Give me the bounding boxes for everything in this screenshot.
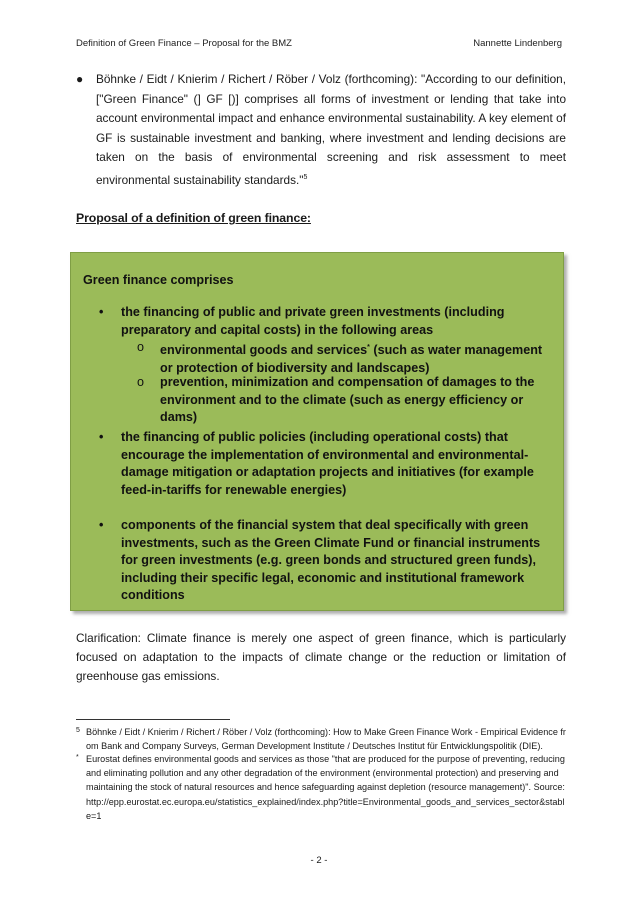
footnote-mark: * [76,754,79,761]
subitem-1-rest: (such as water management or protection of biodiversity and landscapes) [160,343,543,375]
subitem-1-lead: environmental goods and services [160,343,368,358]
intro-bullet [76,70,566,190]
definition-subitem-1-text [160,339,547,377]
definition-item-2 [99,429,547,499]
definition-item-3 [99,517,547,605]
intro-quote-text: Böhnke / Eidt / Knierim / Richert / Röber / Volz (forthcoming): "According to our definition, ["Green Finance" (] GF [)] comprises all forms of investment or lending that take into account environmental impact and enhance environmental sustainability. A key element of GF is sustainable investment and banking, where investment and lending decisions are taken on the basis of environmental screening and risk assessment to meet environmental sustainability standards." [96,72,566,187]
footnote-star-body [86,752,566,823]
circle-bullet-icon: o [137,375,145,389]
running-header-title: Definition of Green Finance – Proposal for the BMZ [76,38,292,49]
footnote-5-text: Böhnke / Eidt / Knierim / Richert / Röber / Volz (forthcoming): How to Make Green Finance Work - Empirical Evidence from Bank and Company Surveys, German Development Institute / Deutsches Institut für Entwicklungspolitik (DIE). [86,727,566,752]
definition-item-1-text: the financing of public and private green investments (including preparatory and capital costs) in the following areas [121,305,505,337]
eurostat-link[interactable]: http://epp.eurostat.ec.europa.eu/statistics_explained/index.php?title=Environmental_goods_and_services_sector&stable=1 [86,796,565,821]
bullet-icon: • [99,430,104,444]
circle-bullet-icon: o [137,340,145,354]
footnote-5 [76,725,566,753]
definition-subitem-2 [137,374,547,427]
footnote-ref-star[interactable]: * [367,344,370,351]
section-heading: Proposal of a definition of green finance: [76,211,311,225]
definition-box [70,252,564,611]
footnote-separator [76,719,230,720]
bullet-icon: • [99,518,104,532]
intro-quote [96,70,566,190]
definition-subitem-1 [137,339,547,377]
definition-subitem-2-text: prevention, minimization and compensation of damages to the environment and to the climate (such as energy efficiency or dams) [160,375,535,425]
footnote-ref-5[interactable]: 5 [303,173,308,181]
footnote-star [76,752,566,823]
definition-item-1 [99,304,547,339]
definition-item-3-text: components of the financial system that deal specifically with green investments, such as the Green Climate Fund or financial instruments for green investments (e.g. green bonds and structured green funds), including their specific legal, economic and institutional framework conditions [121,518,541,603]
footnote-mark: 5 [76,727,80,734]
clarification-paragraph: Clarification: Climate finance is merely one aspect of green finance, which is particularly focused on adaptation to the impacts of climate change or the reduction or limitation of greenhouse gas emissions. [76,631,566,683]
running-header-author: Nannette Lindenberg [473,38,562,49]
bullet-icon: ● [76,72,84,86]
page-number: - 2 - [310,855,328,866]
definition-box-title: Green finance comprises [83,273,234,287]
footnote-star-text: Eurostat defines environmental goods and services as those "that are produced for the purpose of preventing, reducing and eliminating pollution and any other degradation of the environment (environmental protection) and preserving and maintaining the stock of natural resources and hence safeguarding against depletion (resource management)". Source: [86,754,565,793]
definition-item-2-text: the financing of public policies (including operational costs) that encourage the implementation of environmental and environmental-damage mitigation or adaptation projects and initiatives (for example feed-in-tariffs for renewable energies) [121,430,534,497]
bullet-icon: • [99,305,104,319]
